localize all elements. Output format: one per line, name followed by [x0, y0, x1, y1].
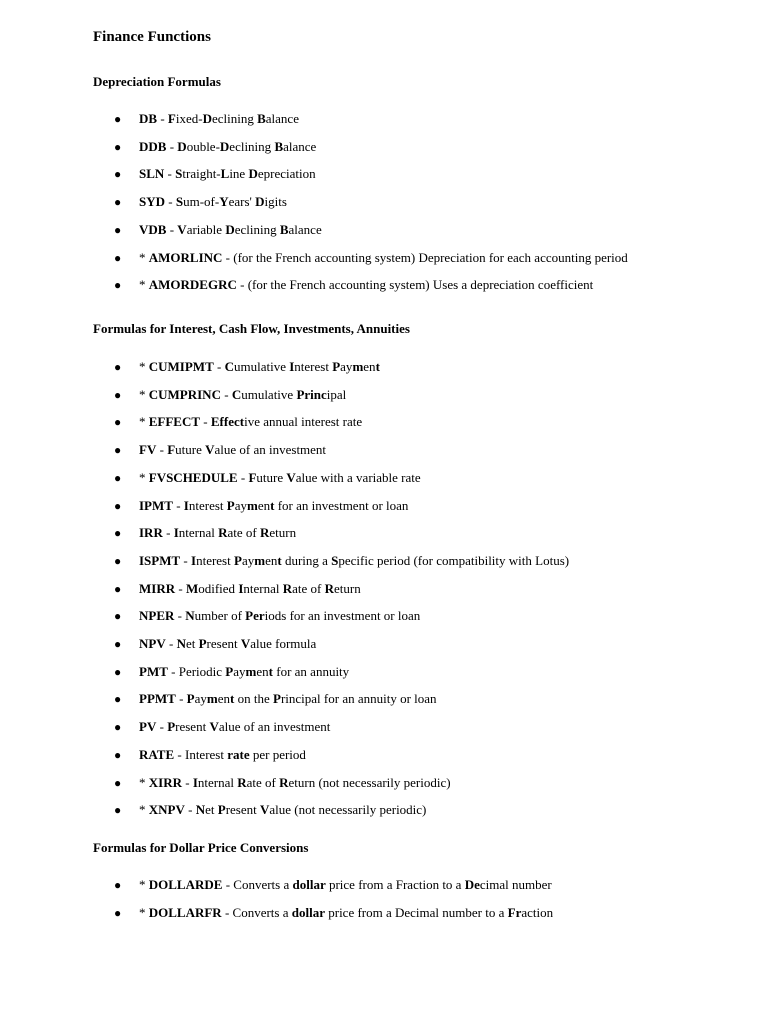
bullet-icon: ● [114, 776, 122, 790]
list-item-text: IRR - Internal Rate of Return [139, 525, 297, 540]
bullet-icon: ● [114, 582, 122, 596]
list-item-text: PPMT - Payment on the Principal for an annuity or loan [139, 691, 437, 706]
list-item-text: SLN - Straight-Line Depreciation [139, 166, 316, 181]
list-item-text: * CUMIPMT - Cumulative Interest Payment [139, 359, 380, 374]
bullet-icon: ● [114, 720, 122, 734]
bullet-icon: ● [114, 112, 122, 126]
bullet-icon: ● [114, 251, 122, 265]
bullet-icon: ● [114, 415, 122, 429]
bullet-icon: ● [114, 443, 122, 457]
list-item-text: * FVSCHEDULE - Future Value with a variable rate [139, 470, 421, 485]
list-item-text: ISPMT - Interest Payment during a Specific period (for compatibility with Lotus) [139, 553, 570, 568]
list-item-text: PV - Present Value of an investment [139, 719, 331, 734]
section-heading: Depreciation Formulas [93, 74, 221, 89]
bullet-icon: ● [114, 748, 122, 762]
list-item-text: PMT - Periodic Payment for an annuity [139, 664, 350, 679]
bullet-icon: ● [114, 388, 122, 402]
bullet-icon: ● [114, 278, 122, 292]
list-item-text: * AMORLINC - (for the French accounting system) Depreciation for each accounting period [139, 250, 628, 265]
bullet-icon: ● [114, 167, 122, 181]
bullet-icon: ● [114, 692, 122, 706]
list-item-text: * DOLLARFR - Converts a dollar price from a Decimal number to a Fraction [139, 905, 554, 920]
list-item-text: SYD - Sum-of-Years' Digits [139, 194, 287, 209]
list-item-text: * CUMPRINC - Cumulative Principal [139, 387, 347, 402]
bullet-icon: ● [114, 499, 122, 513]
list-item-text: VDB - Variable Declining Balance [139, 222, 322, 237]
list-item-text: FV - Future Value of an investment [139, 442, 327, 457]
bullet-icon: ● [114, 360, 122, 374]
list-item-text: * XNPV - Net Present Value (not necessarily periodic) [139, 802, 427, 817]
bullet-icon: ● [114, 195, 122, 209]
bullet-icon: ● [114, 637, 122, 651]
list-item-text: RATE - Interest rate per period [139, 747, 306, 762]
section-heading: Formulas for Dollar Price Conversions [93, 840, 309, 855]
list-item-text: NPV - Net Present Value formula [139, 636, 317, 651]
page-title: Finance Functions [93, 29, 211, 45]
bullet-icon: ● [114, 471, 122, 485]
bullet-icon: ● [114, 803, 122, 817]
list-item-text: MIRR - Modified Internal Rate of Return [139, 581, 361, 596]
bullet-icon: ● [114, 906, 122, 920]
list-item-text: * XIRR - Internal Rate of Return (not necessarily periodic) [139, 775, 451, 790]
list-item-text: NPER - Number of Periods for an investment or loan [139, 608, 421, 623]
list-item-text: * EFFECT - Effective annual interest rate [139, 414, 363, 429]
bullet-icon: ● [114, 665, 122, 679]
section-heading: Formulas for Interest, Cash Flow, Investments, Annuities [93, 321, 410, 336]
list-item-text: IPMT - Interest Payment for an investment or loan [139, 498, 409, 513]
bullet-icon: ● [114, 140, 122, 154]
bullet-icon: ● [114, 609, 122, 623]
list-item-text: DB - Fixed-Declining Balance [139, 111, 299, 126]
list-item-text: * DOLLARDE - Converts a dollar price from a Fraction to a Decimal number [139, 877, 552, 892]
bullet-icon: ● [114, 554, 122, 568]
bullet-icon: ● [114, 526, 122, 540]
bullet-icon: ● [114, 223, 122, 237]
list-item-text: DDB - Double-Declining Balance [139, 139, 317, 154]
list-item-text: * AMORDEGRC - (for the French accounting system) Uses a depreciation coefficient [139, 277, 594, 292]
bullet-icon: ● [114, 878, 122, 892]
